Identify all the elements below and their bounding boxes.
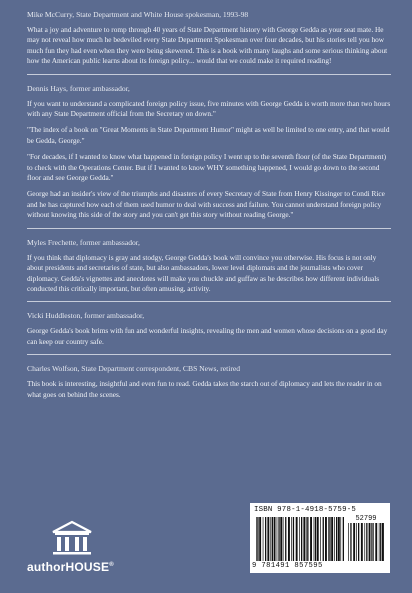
- publisher-name-part2: HOUSE: [65, 560, 110, 574]
- barcode-bar: [338, 517, 340, 561]
- ean-digits: 9 781491 857595: [252, 562, 323, 570]
- blurb-attribution: Dennis Hays, former ambassador,: [27, 83, 130, 93]
- publisher-name-part1: author: [27, 560, 66, 574]
- barcode-bar: [375, 523, 377, 561]
- barcode-bar: [379, 523, 380, 561]
- blurb-text: George Gedda's book brims with fun and wonderful insights, revealing the men and women whose decisions on a good day can keep our country safe.: [27, 326, 388, 346]
- blurb-attribution: Myles Frechette, former ambassador,: [27, 237, 140, 247]
- barcode-bar: [336, 517, 337, 561]
- barcode-bar: [257, 517, 258, 561]
- barcode-bar: [314, 517, 315, 561]
- barcode-bar: [256, 517, 257, 561]
- barcode-bar: [259, 517, 261, 561]
- addon-digits: 52799: [355, 515, 377, 523]
- barcode-bar: [323, 517, 324, 561]
- blurb-wolfson: [27, 364, 391, 400]
- barcode-bar: [278, 517, 279, 561]
- blurb-mccurry: [27, 10, 391, 67]
- barcode-bar: [263, 517, 264, 561]
- divider: [27, 74, 391, 75]
- barcode-bar: [340, 517, 341, 561]
- barcode-bar: [277, 517, 278, 561]
- barcode-bar: [325, 517, 327, 561]
- classical-building-icon: [49, 520, 95, 556]
- addon-barcode-bars: [348, 523, 384, 561]
- barcode-bar: [331, 517, 333, 561]
- barcode-bar: [303, 517, 305, 561]
- blurb-huddleston: [27, 311, 391, 347]
- barcode-bar: [285, 517, 286, 561]
- barcode-bar: [280, 517, 282, 561]
- barcode-bar: [317, 517, 319, 561]
- barcode-bar: [371, 523, 372, 561]
- divider: [27, 354, 391, 355]
- barcode-bar: [372, 523, 373, 561]
- blurb-text: If you want to understand a complicated foreign policy issue, five minutes with George Gedda is worth more than two hours with any State Department official from the Secretary on down.": [27, 98, 391, 119]
- barcode-bar: [350, 523, 351, 561]
- barcode-bar: [288, 517, 290, 561]
- barcode-bar: [301, 517, 302, 561]
- barcode-bar: [310, 517, 312, 561]
- barcode-bar: [356, 523, 357, 561]
- divider: [27, 301, 391, 302]
- barcode-bar: [299, 517, 300, 561]
- barcode-bar: [382, 523, 384, 561]
- blurb-text: This book is interesting, insightful and even fun to read. Gedda takes the starch out of diplomacy and lets the reader in on what goes on behind the scenes.: [27, 379, 382, 399]
- ean-barcode-bars: [256, 517, 346, 561]
- barcode-bar: [307, 517, 308, 561]
- barcode-bar: [315, 517, 316, 561]
- divider: [27, 228, 391, 229]
- barcode-bar: [343, 517, 344, 561]
- barcode-bar: [369, 523, 371, 561]
- blurb-text: If you think that diplomacy is gray and stodgy, George Gedda's book will convince you otherwise. His focus is not only about presidents and secretaries of state, but also ambassadors, lower level diplomats and the journalists who cover diplomacy. Gedda's vignettes and anecdotes will make you chuckle and guffaw as he describes how different individuals conducted this critically important, but often amusing, activity.: [27, 252, 380, 293]
- barcode-bar: [306, 517, 307, 561]
- barcode-bar: [361, 523, 363, 561]
- blurb-text: George had an insider's view of the triumphs and disasters of every Secretary of State from Henry Kissinger to Condi Rice and he has captured how each of them used humor to deal with success and failure. You cannot understand foreign policy without knowing this side of the story and you can't get this story without reading George.": [27, 189, 385, 220]
- barcode-bar: [353, 523, 355, 561]
- publisher-name: [27, 560, 114, 574]
- barcode-bar: [320, 517, 321, 561]
- blurb-text: "The index of a book on "Great Moments in State Department Humor" might as well be limited to one entry, and that would be Gedda, George.": [27, 125, 390, 145]
- blurb-attribution: Mike McCurry, State Department and White House spokesman, 1993-98: [27, 10, 249, 19]
- blurb-attribution: Charles Wolfson, State Department correspondent, CBS News, retired: [27, 364, 241, 374]
- barcode-bar: [296, 517, 298, 561]
- barcode-bar: [274, 517, 276, 561]
- barcode-bar: [267, 517, 269, 561]
- blurbs-container: [27, 10, 391, 406]
- barcode-bar: [293, 517, 294, 561]
- publisher-logo: [27, 520, 147, 580]
- barcode-bar: [272, 517, 273, 561]
- blurb-text: What a joy and adventure to romp through 40 years of State Department history with George Gedda as your seat mate. He may not reveal how much he bedeviled every State Department Spokesman over four decades, but his stories tell you how much fun they had even when they were being skewered. This is a book with many laughs and some serious thinking about how the American public learns about its foreign policy... would that we could make it required reading!: [27, 25, 388, 66]
- blurb-attribution: Vicki Huddleston, former ambassador,: [27, 311, 145, 321]
- barcode-bar: [329, 517, 330, 561]
- isbn-barcode: [250, 503, 390, 573]
- barcode-bar: [348, 523, 349, 561]
- barcode-bar: [366, 523, 367, 561]
- barcode-bar: [358, 523, 359, 561]
- barcode-bar: [291, 517, 292, 561]
- barcode-bar: [265, 517, 266, 561]
- barcode-bar: [380, 523, 381, 561]
- isbn-text: ISBN 978-1-4918-5759-5: [254, 506, 356, 514]
- blurb-hays: [27, 84, 391, 221]
- barcode-bar: [270, 517, 271, 561]
- barcode-bar: [334, 517, 335, 561]
- barcode-bar: [328, 517, 329, 561]
- barcode-bar: [283, 517, 284, 561]
- blurb-frechette: [27, 238, 391, 295]
- barcode-bar: [364, 523, 365, 561]
- registered-mark: ®: [109, 562, 114, 568]
- blurb-text: "For decades, if I wanted to know what happened in foreign policy I went up to the seventh floor (of the State Department) to check with the Operations Center. But if I wanted to know WHY something happened, I would go down to the second floor and see George Gedda.": [27, 152, 387, 183]
